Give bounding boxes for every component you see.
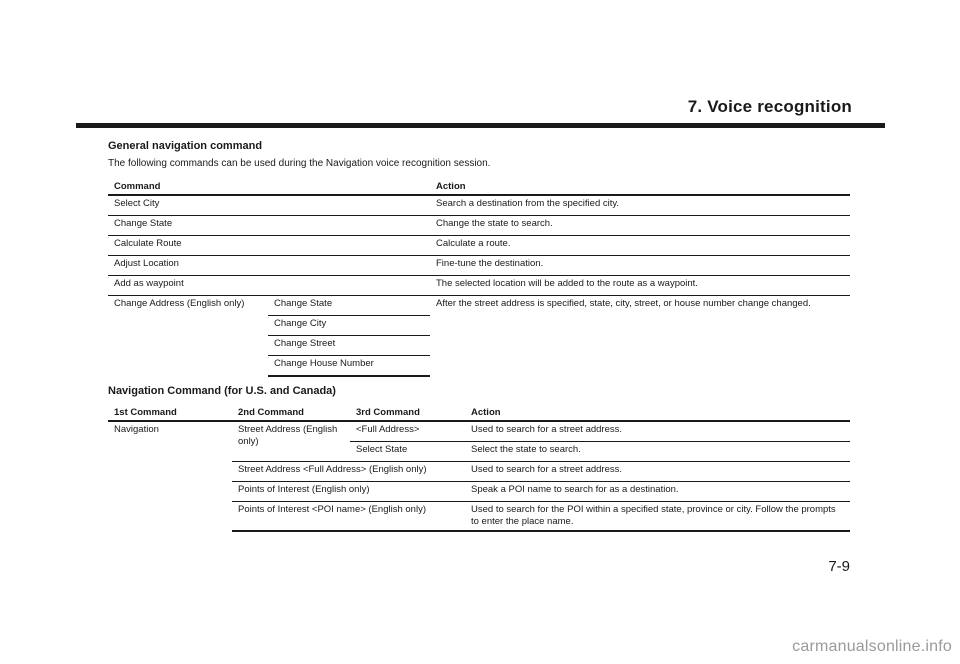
second-command-cell: Street Address (English only) <box>232 421 350 462</box>
command-cell: Select City <box>108 195 430 216</box>
subcommand-cell: Change House Number <box>268 356 430 377</box>
action-cell: Used to search for a street address. <box>465 421 850 442</box>
action-cell: Fine-tune the destination. <box>430 256 850 276</box>
second-command-cell: Street Address <Full Address> (English only) <box>232 462 465 482</box>
col-action: Action <box>465 404 850 421</box>
action-cell: Used to search for the POI within a specified state, province or city. Follow the prompts to enter the place name. <box>465 502 850 531</box>
page-number: 7-9 <box>828 558 850 575</box>
second-command-cell: Points of Interest <POI name> (English only) <box>232 502 465 531</box>
action-cell: After the street address is specified, state, city, street, or house number change changed. <box>430 296 850 377</box>
header-rule <box>76 123 885 128</box>
action-cell: The selected location will be added to the route as a waypoint. <box>430 276 850 296</box>
col-2nd-command: 2nd Command <box>232 404 350 421</box>
watermark: carmanualsonline.info <box>792 638 952 655</box>
general-command-table <box>108 178 850 377</box>
action-cell: Used to search for a street address. <box>465 462 850 482</box>
command-cell: Change Address (English only) <box>108 296 268 377</box>
navigation-command-table <box>108 404 850 532</box>
col-action: Action <box>430 178 850 195</box>
second-command-cell: Points of Interest (English only) <box>232 482 465 502</box>
table-row <box>108 195 850 216</box>
table-row <box>108 276 850 296</box>
action-cell: Calculate a route. <box>430 236 850 256</box>
table-row <box>108 421 850 442</box>
action-cell: Search a destination from the specified city. <box>430 195 850 216</box>
col-command: Command <box>108 178 430 195</box>
command-cell: Calculate Route <box>108 236 430 256</box>
third-command-cell: Select State <box>350 442 465 462</box>
command-cell: Change State <box>108 216 430 236</box>
navigation-heading: Navigation Command (for U.S. and Canada) <box>108 385 336 397</box>
action-cell: Select the state to search. <box>465 442 850 462</box>
col-3rd-command: 3rd Command <box>350 404 465 421</box>
table-row <box>108 296 850 316</box>
first-command-cell: Navigation <box>108 421 232 531</box>
action-cell: Speak a POI name to search for as a destination. <box>465 482 850 502</box>
third-command-cell: <Full Address> <box>350 421 465 442</box>
command-cell: Adjust Location <box>108 256 430 276</box>
general-heading: General navigation command <box>108 140 263 152</box>
table-row <box>108 216 850 236</box>
subcommand-cell: Change City <box>268 316 430 336</box>
general-intro: The following commands can be used during the Navigation voice recognition session. <box>108 158 491 169</box>
action-cell: Change the state to search. <box>430 216 850 236</box>
section-title: 7. Voice recognition <box>687 97 852 116</box>
subcommand-cell: Change Street <box>268 336 430 356</box>
col-1st-command: 1st Command <box>108 404 232 421</box>
subcommand-cell: Change State <box>268 296 430 316</box>
command-cell: Add as waypoint <box>108 276 430 296</box>
table-row <box>108 236 850 256</box>
table-row <box>108 256 850 276</box>
